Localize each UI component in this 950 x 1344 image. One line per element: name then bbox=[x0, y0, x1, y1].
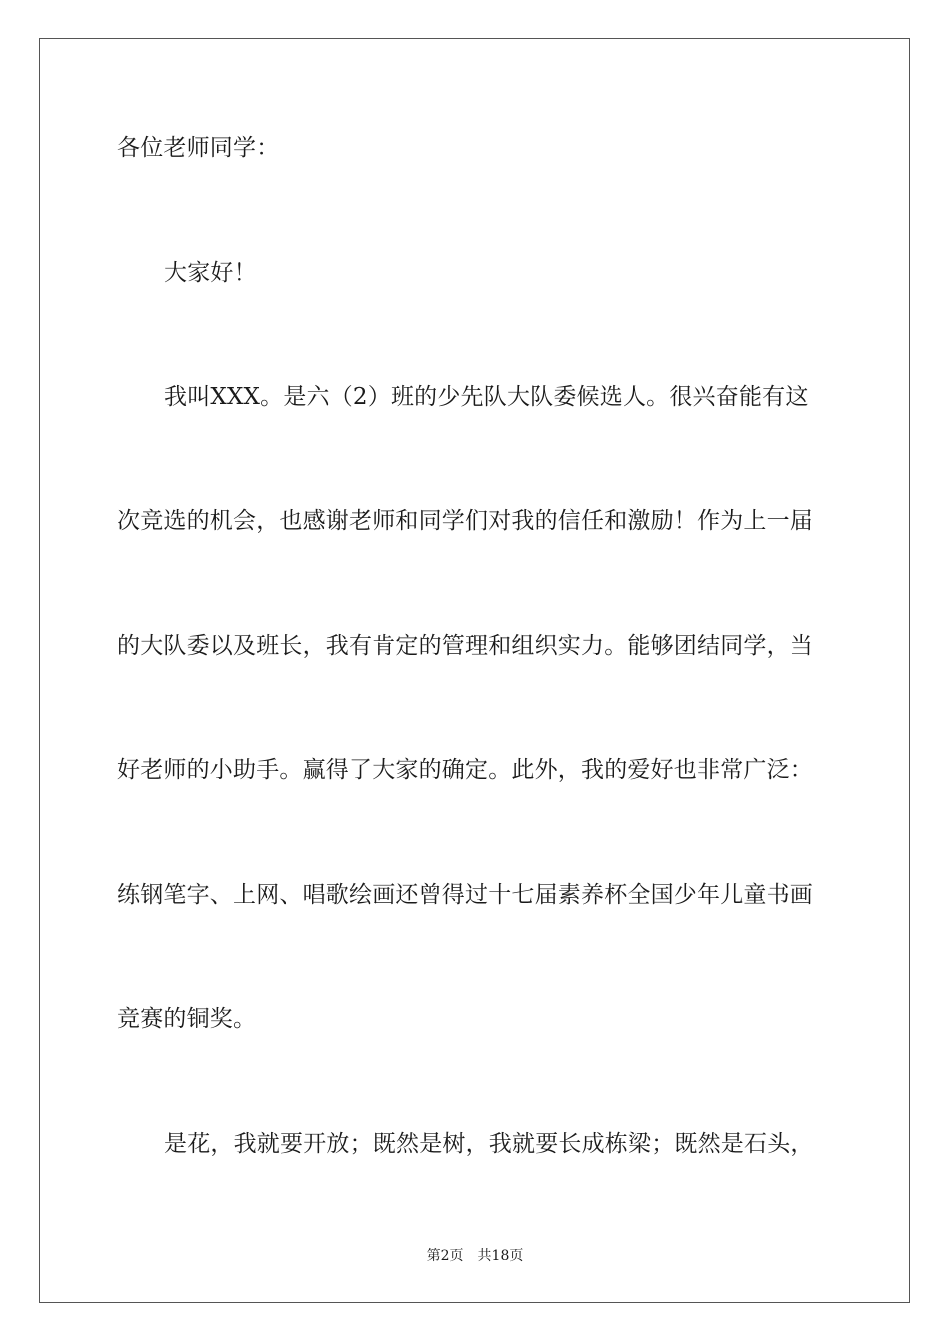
body-line-1: 我叫XXX。是六（2）班的少先队大队委候选人。很兴奋能有这 bbox=[164, 384, 809, 410]
greeting: 大家好！ bbox=[164, 260, 257, 286]
body-line-5: 练钢笔字、上网、唱歌绘画还曾得过十七届素养杯全国少年儿童书画 bbox=[117, 882, 813, 908]
body-line-2: 次竞选的机会，也感谢老师和同学们对我的信任和激励！作为上一届 bbox=[117, 508, 813, 534]
body-line-7: 是花，我就要开放；既然是树，我就要长成栋梁；既然是石头， bbox=[164, 1131, 814, 1157]
body-line-3: 的大队委以及班长，我有肯定的管理和组织实力。能够团结同学，当 bbox=[117, 633, 813, 659]
page-footer bbox=[0, 1247, 950, 1265]
body-line-4: 好老师的小助手。赢得了大家的确定。此外，我的爱好也非常广泛： bbox=[117, 757, 813, 783]
salutation: 各位老师同学： bbox=[117, 135, 280, 161]
page-number-total: 共18页 bbox=[477, 1248, 524, 1264]
page-border bbox=[39, 38, 910, 1303]
page-number-current: 第2页 bbox=[426, 1248, 464, 1264]
body-line-6: 竞赛的铜奖。 bbox=[117, 1006, 257, 1032]
